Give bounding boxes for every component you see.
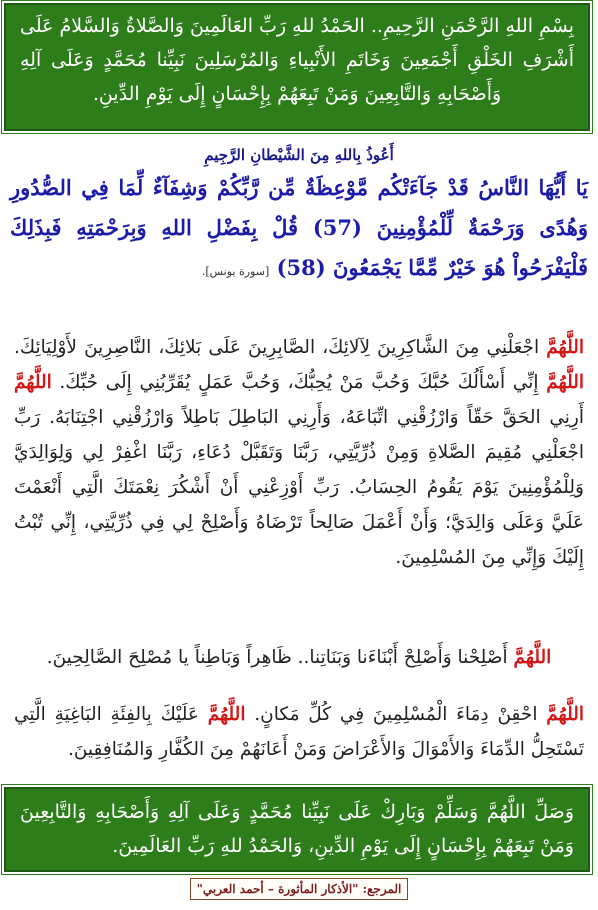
footer-banner — [4, 787, 590, 872]
allahumma-word: اللَّهُمَّ — [546, 704, 584, 725]
header-text: بِسْمِ اللهِ الرَّحْمَنِ الرَّحِيمِ.. الحَمْدُ للهِ رَبِّ العَالَمِينَ وَالصَّلاةُ وَالسَّلامُ عَلَى أَشْرَفِ الخَلْقِ أَجْمَعِينَ وَخَاتَمِ الأَنْبِياءِ وَالمُرْسَلِينَ نَبِيِّنا مُحَمَّدٍ وَعَلَى آلِهِ وَأَصْحَابِهِ وَالتَّابِعِينَ وَمَنْ تَبِعَهُمْ بِإِحْسَانٍ إِلَى يَوْمِ الدِّينِ. — [20, 15, 574, 105]
dua-paragraph-main — [14, 330, 584, 575]
allahumma-word: اللَّهُمَّ — [546, 337, 584, 358]
source-label: المرجع: "الأذكار المأثورة – أحمد العربي" — [190, 878, 409, 900]
quran-ayah-block — [10, 168, 588, 292]
ayah-number-57: (57) — [312, 215, 362, 240]
ayah-text-58: قُلْ بِفَضْلِ اللهِ وَبِرَحْمَتِهِ فَبِذَلِكَ فَلْيَفْرَحُواْ هُوَ خَيْرٌ مِّمَّا يَجْمَعُونَ — [10, 215, 588, 280]
footer-text: وَصَلِّ اللَّهُمَّ وَسَلِّمْ وَبَارِكْ عَلَى نَبِيِّنا مُحَمَّدٍ وَعَلَى آلِهِ وَأَصْحَابِهِ وَالتَّابِعِينَ وَمَنْ تَبِعَهُمْ بِإِحْسَانٍ إِلَى يَوْمِ الدِّينِ، وَالحَمْدُ للهِ رَبِّ العَالَمِينَ. — [20, 801, 574, 857]
ayah-number-58: (58) — [276, 255, 326, 280]
taawwudh-line: أَعُوذُ بِاللهِ مِنَ الشَّيْطانِ الرَّجِيمِ — [204, 146, 394, 164]
allahumma-word: اللَّهُمَّ — [14, 372, 52, 393]
sura-reference: [سورة يونس]. — [201, 265, 270, 278]
dua-main-sentence-1: اجْعَلْنِي مِنَ الشَّاكِرِينَ لِآلائِكَ، الصَّابِرِينَ عَلَى بَلائِكَ، النَّاصِرِينَ لأَوْلِيَائِكَ. — [14, 337, 547, 358]
dua-3-sentence-1: احْقِنْ دِمَاءَ الْمُسْلِمِينَ فِي كُلِّ مَكانٍ. — [245, 704, 547, 725]
dua-paragraph-muslims — [14, 697, 584, 767]
dua-2-text: أَصْلِحْنا وَأَصْلِحْ أَبْنَاءَنا وَبَنَاتِنا.. ظَاهِراً وَبَاطِناً يا مُصْلِحَ الصَّالِحِينَ. — [46, 647, 514, 668]
dua-main-sentence-3: أَرِنِي الحَقَّ حَقّاً وَارْزُقْنِي اتِّبَاعَهُ، وَأَرِنِي البَاطِلَ بَاطِلاً وَارْزُقْنِي اجْتِنَابَهُ. رَبِّ اجْعَلْنِي مُقِيمَ الصَّلاةِ وَمِنْ ذُرِّيَّتِي، رَبَّنَا وَتَقَبَّلْ دُعَاءِ، رَبَّنَا اغْفِرْ لِي وَلِوَالِدَيَّ وَلِلْمُؤْمِنِينَ يَوْمَ يَقُومُ الحِسَابُ. رَبِّ أَوْزِعْنِي أَنْ أَشْكُرَ نِعْمَتَكَ الَّتِي أَنْعَمْتَ عَلَيَّ وَعَلَى وَالِدَيَّ؛ وَأَنْ أَعْمَلَ صَالِحاً تَرْضَاهُ وَأَصْلِحْ لِي فِي ذُرِّيَّتِي، إِنِّي تُبْتُ إِلَيْكَ وَإِنِّي مِنَ المُسْلِمِينَ. — [14, 407, 584, 568]
dua-3-sentence-2: عَلَيْكَ بِالفِئَةِ البَاغِيَةِ الَّتِي تَسْتَحِلُّ الدِّمَاءَ وَالأَمْوَالَ وَالأَعْرَاضَ وَمَنْ أَعَانَهُمْ مِنَ الكُفَّارِ وَالمُنَافِقِينَ. — [14, 704, 584, 760]
allahumma-word: اللَّهُمَّ — [513, 647, 552, 668]
source-reference — [0, 878, 598, 900]
header-banner — [4, 3, 590, 131]
dua-main-sentence-2: إِنِّي أَسْأَلُكَ حُبَّكَ وَحُبَّ مَنْ يُحِبُّكَ، وَحُبَّ عَمَلٍ يُقَرِّبُنِي إِلَى حُبِّكَ. — [51, 372, 547, 393]
dua-paragraph-children — [14, 640, 584, 675]
allahumma-word: اللَّهُمَّ — [546, 372, 584, 393]
allahumma-word: اللَّهُمَّ — [207, 704, 246, 725]
ayah-text-57: يَا أَيُّهَا النَّاسُ قَدْ جَآءَتْكُم مَّوْعِظَةٌ مِّن رَّبِّكُمْ وَشِفَآءٌ لِّمَا فِي الصُّدُورِ وَهُدًى وَرَحْمَةٌ لِّلْمُؤْمِنِينَ — [10, 175, 589, 240]
